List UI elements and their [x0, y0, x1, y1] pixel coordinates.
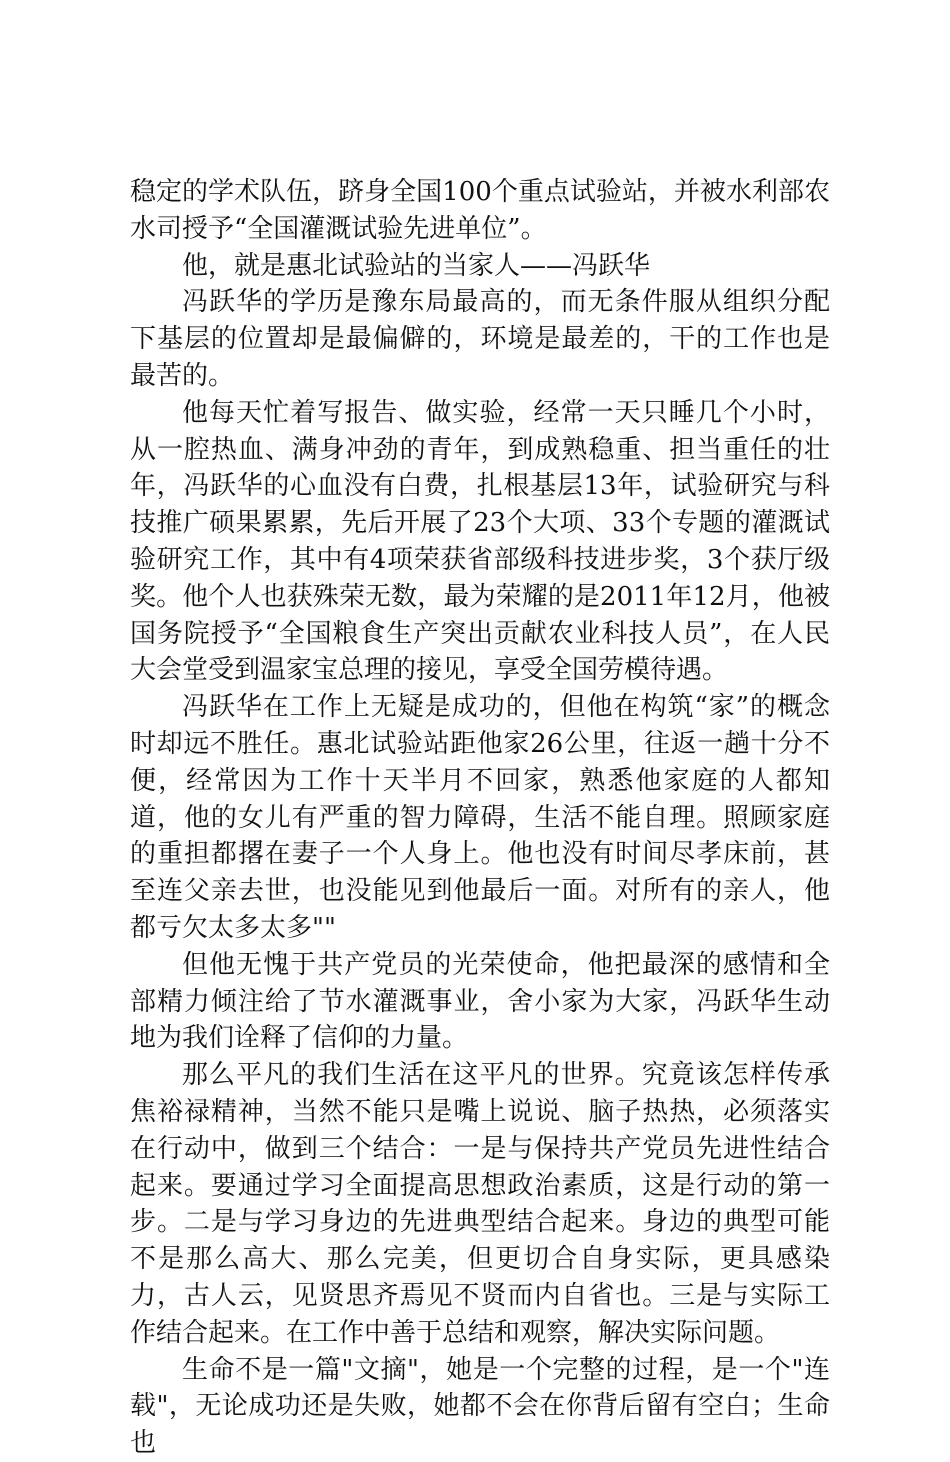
paragraph-1: 稳定的学术队伍，跻身全国100个重点试验站，并被水利部农水司授予“全国灌溉试验先进单位”。	[130, 177, 830, 244]
paragraph-4: 他每天忙着写报告、做实验，经常一天只睡几个小时，从一腔热血、满身冲劲的青年，到成熟稳重、担当重任的壮年，冯跃华的心血没有白费，扎根基层13年，试验研究与科技推广硕果累累，先后开展了23个大项、33个专题的灌溉试验研究工作，其中有4项荣获省部级科技进步奖，3个获厅级奖。他个人也获殊荣无数，最为荣耀的是2011年12月，他被国务院授予“全国粮食生产突出贡献农业科技人员”，在人民大会堂受到温家宝总理的接见，享受全国劳模待遇。	[130, 397, 830, 686]
paragraph-5: 冯跃华在工作上无疑是成功的，但他在构筑“家”的概念时却远不胜任。惠北试验站距他家26公里，往返一趟十分不便，经常因为工作十天半月不回家，熟悉他家庭的人都知道，他的女儿有严重的智力障碍，生活不能自理。照顾家庭的重担都撂在妻子一个人身上。他也没有时间尽孝床前，甚至连父亲去世，也没能见到他最后一面。对所有的亲人，他都亏欠太多太多""	[130, 692, 830, 943]
paragraph-3: 冯跃华的学历是豫东局最高的，而无条件服从组织分配下基层的位置却是最偏僻的，环境是最差的，干的工作也是最苦的。	[130, 287, 830, 391]
paragraph-7: 那么平凡的我们生活在这平凡的世界。究竟该怎样传承焦裕禄精神，当然不能只是嘴上说说、脑子热热，必须落实在行动中，做到三个结合：一是与保持共产党员先进性结合起来。要通过学习全面提高思想政治素质，这是行动的第一步。二是与学习身边的先进典型结合起来。身边的典型可能不是那么高大、那么完美，但更切合自身实际，更具感染力，古人云，见贤思齐焉见不贤而内自省也。三是与实际工作结合起来。在工作中善于总结和观察，解决实际问题。	[130, 1060, 830, 1348]
paragraph-6: 但他无愧于共产党员的光荣使命，他把最深的感情和全部精力倾注给了节水灌溉事业，舍小家为大家，冯跃华生动地为我们诠释了信仰的力量。	[130, 949, 830, 1054]
paragraph-8: 生命不是一篇"文摘"，她是一个完整的过程，是一个"连载"，无论成功还是失败，她都不会在你背后留有空白；生命也	[130, 1354, 830, 1459]
document-body	[130, 174, 830, 1462]
paragraph-2: 他，就是惠北试验站的当家人——冯跃华	[182, 250, 651, 281]
